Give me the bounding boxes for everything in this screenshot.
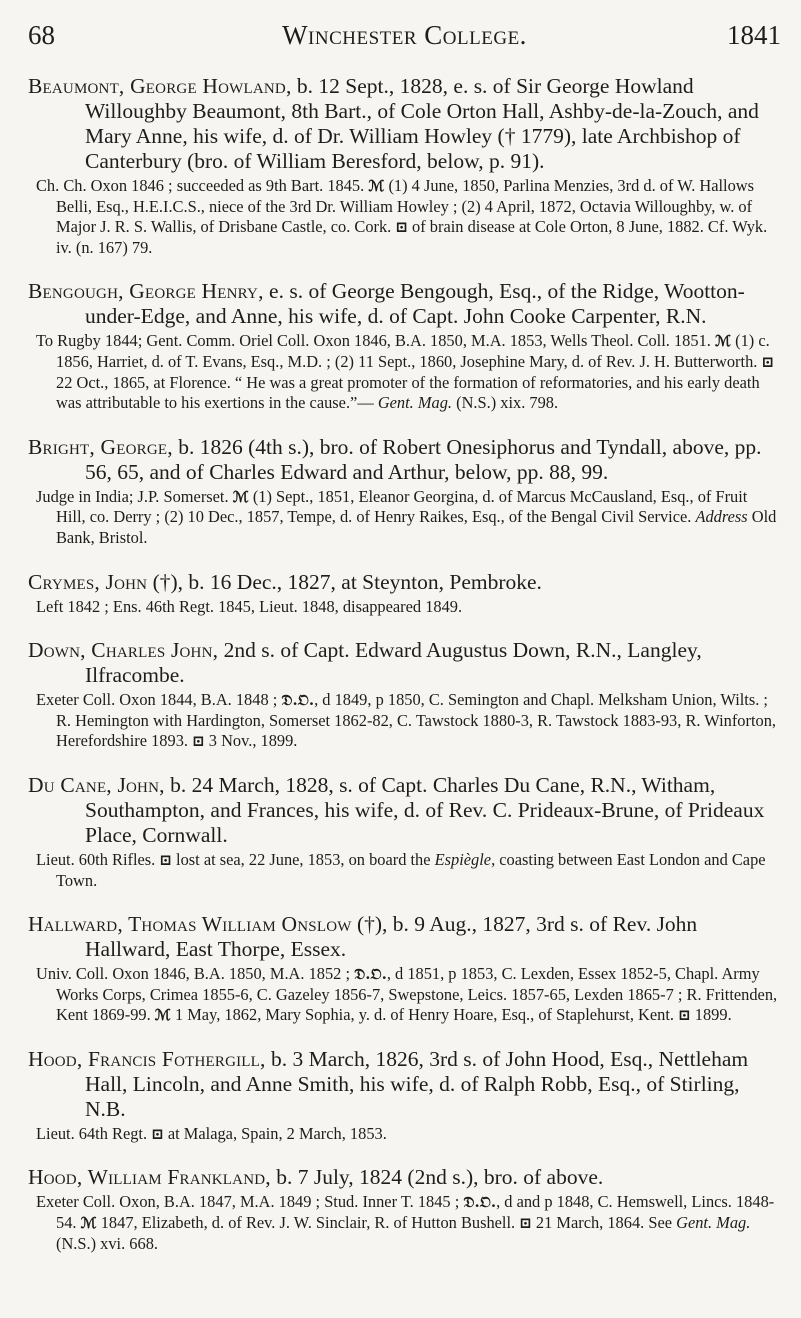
- detail-text: 1 May, 1862, Mary Sophia, y. d. of Henry Hoare, Esq., of Staplehurst, Kent.: [170, 1005, 679, 1025]
- detail-text: Univ. Coll. Oxon 1846, B.A. 1850, M.A. 1852 ;: [36, 964, 355, 984]
- detail-text: To Rugby 1844; Gent. Comm. Oriel Coll. Oxon 1846, B.A. 1850, M.A. 1853, Wells Theol. Coll. 1851.: [36, 331, 715, 351]
- entry-lead: [28, 912, 779, 962]
- detail-text: (1) 4 June, 1850, Parlina Menzies, 3rd d. of W. Hallows Belli, Esq., H.E.I.C.S., niece of the 3rd Dr. William Howley ; (2) 4 April, 1872, Octavia Willoughby, w. of Major J. R. S. Wallis, of Drisbane Castle, co. Cork.: [56, 176, 755, 237]
- entry-lead-text: (†), b. 16 Dec., 1827, at Steynton, Pembroke.: [147, 569, 542, 594]
- entry-lead: [28, 279, 779, 329]
- entry-details: [28, 690, 779, 752]
- entry-lead: [28, 435, 779, 485]
- entry-details: [28, 487, 779, 549]
- page-header: [28, 20, 781, 56]
- entry-details: [28, 176, 779, 258]
- detail-text: (1) c. 1856, Harriet, d. of T. Evans, Esq., M.D. ; (2) 11 Sept., 1860, Josephine Mary, d. of Rev. J. H. Butterworth.: [56, 331, 770, 371]
- detail-text: 22 Oct., 1865, at Florence. “ He was a great promoter of the formation of reformatories, and his early death was attributable to his exertions in the cause.”—: [56, 372, 760, 413]
- entry-lead-text: b. 7 July, 1824 (2nd s.), bro. of above.: [270, 1165, 604, 1190]
- detail-text: Ch. Ch. Oxon 1846 ; succeeded as 9th Bart. 1845.: [36, 176, 369, 195]
- entry-name: Down, Charles John,: [28, 638, 219, 663]
- detail-text: Left 1842 ; Ens. 46th Regt. 1845, Lieut. 1848, disappeared 1849.: [36, 596, 463, 616]
- detail-text: Exeter Coll. Oxon 1844, B.A. 1848 ;: [36, 690, 282, 710]
- entry-bright: [28, 435, 779, 549]
- ship-name: Espiègle: [434, 849, 492, 869]
- detail-text: 21 March, 1864. See: [531, 1213, 677, 1233]
- died-symbol: ⊡: [761, 352, 775, 371]
- married-symbol: ℳ: [714, 332, 732, 351]
- entry-crymes: [28, 570, 779, 618]
- holy-orders-symbol: 𝔇.𝔒.: [354, 965, 387, 984]
- entry-name: Hallward, Thomas William Onslow: [28, 912, 352, 937]
- entry-lead-text: b. 12 Sept., 1828, e. s. of Sir George Howland Willoughby Beaumont, 8th Bart., of Cole Orton Hall, Ashby-de-la-Zouch, and Mary Anne, his wife, d. of Dr. William Howley († 1779), late Archbishop of Canterbury (bro. of William Beresford, below, p. 91).: [85, 74, 759, 173]
- entry-lead-text: e. s. of George Bengough, Esq., of the Ridge, Wootton-under-Edge, and Anne, his wife, d. of Capt. John Cooke Carpenter, R.N.: [85, 279, 745, 329]
- died-symbol: ⊡: [395, 218, 408, 237]
- detail-text: (1) Sept., 1851, Eleanor Georgina, d. of Marcus McCausland, Esq., of Fruit Hill, co. Derry ; (2) 10 Dec., 1857, Tempe, d. of Henry Raikes, Esq., of the Bengal Civil Service.: [56, 486, 748, 527]
- died-symbol: ⊡: [151, 1124, 164, 1143]
- entry-lead: [28, 74, 779, 174]
- entry-details: [28, 1124, 779, 1145]
- detail-text: Old Bank, Bristol.: [56, 507, 777, 547]
- detail-text: , coasting between East London and Cape Town.: [56, 849, 766, 890]
- detail-text: , d and p 1848, C. Hemswell, Lincs. 1848-54.: [56, 1192, 775, 1233]
- holy-orders-symbol: 𝔇.𝔒.: [463, 1193, 497, 1212]
- entry-bengough: [28, 279, 779, 413]
- entry-name: Bengough, George Henry,: [28, 279, 264, 304]
- detail-text: , d 1849, p 1850, C. Semington and Chapl. Melksham Union, Wilts. ; R. Hemington with Hardington, Somerset 1862-82, C. Tawstock 1880-3, R. Tawstock 1883-93, R. Winforton, Herefordshire 1893.: [56, 690, 777, 751]
- died-symbol: ⊡: [159, 850, 172, 869]
- holy-orders-symbol: 𝔇.𝔒.: [281, 691, 315, 710]
- entry-beaumont: [28, 74, 779, 258]
- entry-details: [28, 850, 779, 891]
- entry-details: [28, 597, 779, 618]
- detail-text: 3 Nov., 1899.: [204, 731, 298, 751]
- entry-lead: [28, 1047, 779, 1122]
- citation-title: Gent. Mag.: [676, 1213, 751, 1233]
- detail-text: at Malaga, Spain, 2 March, 1853.: [163, 1123, 387, 1143]
- running-title: Winchester College.: [282, 20, 527, 50]
- entry-hood-francis: [28, 1047, 779, 1145]
- died-symbol: ⊡: [519, 1214, 532, 1233]
- entry-hood-william: [28, 1165, 779, 1254]
- died-symbol: ⊡: [192, 732, 205, 751]
- detail-text: Lieut. 64th Regt.: [36, 1123, 152, 1143]
- detail-text: Lieut. 60th Rifles.: [36, 849, 160, 869]
- detail-text: (N.S.) xix. 798.: [452, 393, 559, 413]
- detail-text: (N.S.) xvi. 668.: [56, 1233, 158, 1253]
- detail-text: 1899.: [690, 1005, 732, 1025]
- entry-name: Hood, Francis Fothergill,: [28, 1046, 266, 1071]
- entry-down: [28, 638, 779, 752]
- died-symbol: ⊡: [678, 1006, 691, 1025]
- entry-details: [28, 964, 779, 1026]
- entry-lead: [28, 1165, 779, 1190]
- address-label: Address: [695, 507, 748, 527]
- detail-text: lost at sea, 22 June, 1853, on board the: [171, 849, 435, 869]
- year-heading: 1841: [727, 20, 781, 50]
- entry-lead-text: b. 3 March, 1826, 3rd s. of John Hood, Esq., Nettleham Hall, Lincoln, and Anne Smith, his wife, d. of Ralph Robb, Esq., of Stirling, N.B.: [85, 1046, 749, 1121]
- entry-lead: [28, 773, 779, 848]
- married-symbol: ℳ: [232, 487, 249, 506]
- register-entries: [28, 74, 779, 1275]
- detail-text: 1847, Elizabeth, d. of Rev. J. W. Sinclair, R. of Hutton Bushell.: [96, 1213, 520, 1233]
- entry-name: Hood, William Frankland,: [28, 1165, 271, 1190]
- entry-details: [28, 1192, 779, 1254]
- married-symbol: ℳ: [80, 1214, 97, 1233]
- detail-text: , d 1851, p 1853, C. Lexden, Essex 1852-5, Chapl. Army Works Corps, Crimea 1855-6, C. Gazeley 1856-7, Swepstone, Leics. 1857-65, Lexden 1865-7 ; R. Frittenden, Kent 1869-99.: [56, 964, 778, 1025]
- married-symbol: ℳ: [368, 177, 385, 195]
- entry-name: Bright, George,: [28, 434, 173, 459]
- entry-name: Du Cane, John,: [28, 772, 165, 797]
- married-symbol: ℳ: [154, 1006, 171, 1025]
- entry-hallward: [28, 912, 779, 1026]
- entry-lead: [28, 570, 779, 595]
- entry-details: [28, 331, 779, 413]
- entry-lead-text: b. 24 March, 1828, s. of Capt. Charles Du Cane, R.N., Witham, Southampton, and Frances, his wife, d. of Rev. C. Prideaux-Brune, of Prideaux Place, Cornwall.: [85, 772, 765, 847]
- entry-lead-text: (†), b. 9 Aug., 1827, 3rd s. of Rev. John Hallward, East Thorpe, Essex.: [85, 912, 698, 962]
- detail-text: Exeter Coll. Oxon, B.A. 1847, M.A. 1849 ; Stud. Inner T. 1845 ;: [36, 1192, 464, 1212]
- page-number: 68: [28, 20, 55, 50]
- entry-name: Beaumont, George Howland,: [28, 74, 292, 98]
- detail-text: of brain disease at Cole Orton, 8 June, 1882. Cf. Wyk. iv. (n. 167) 79.: [56, 217, 768, 257]
- entry-lead-text: 2nd s. of Capt. Edward Augustus Down, R.N., Langley, Ilfracombe.: [85, 638, 702, 688]
- detail-text: Judge in India; J.P. Somerset.: [36, 486, 233, 506]
- entry-lead: [28, 638, 779, 688]
- entry-name: Crymes, John: [28, 569, 148, 594]
- entry-lead-text: b. 1826 (4th s.), bro. of Robert Onesiphorus and Tyndall, above, pp. 56, 65, and of Charles Edward and Arthur, below, pp. 88, 99.: [85, 434, 762, 484]
- citation-title: Gent. Mag.: [377, 393, 453, 413]
- entry-du-cane: [28, 773, 779, 891]
